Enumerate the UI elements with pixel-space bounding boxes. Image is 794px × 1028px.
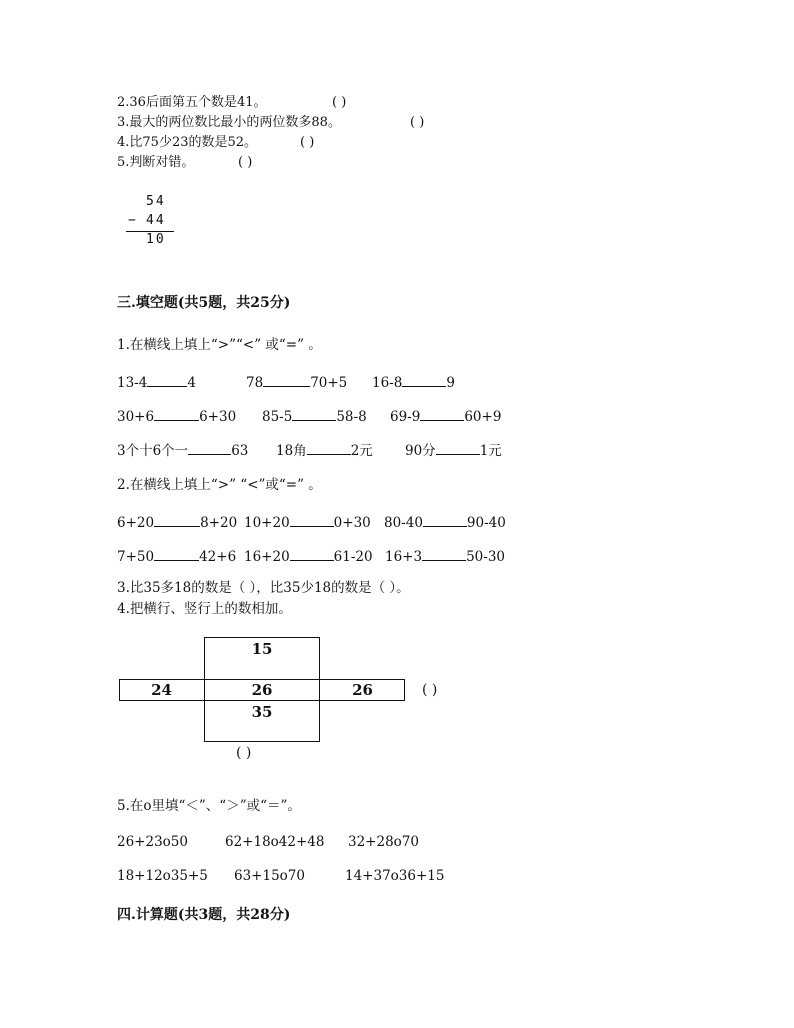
fill-q1-prompt: 1.在横线上填上“>”“<” 或“=” 。 <box>117 337 322 353</box>
compare-item: 80-40 90-40 <box>384 515 506 531</box>
answer-blank[interactable] <box>423 513 467 527</box>
vertical-op: − <box>128 213 138 228</box>
circle-compare-item[interactable]: 18+12o35+5 <box>117 868 208 884</box>
compare-item: 6+20 8+20 <box>117 515 238 531</box>
cross-left-number: 24 <box>151 681 172 699</box>
judge-q3: 3.最大的两位数比最小的两位数多88。 <box>117 115 341 130</box>
answer-blank[interactable] <box>154 407 199 421</box>
fill-q4-prompt: 4.把横行、竖行上的数相加。 <box>117 601 292 617</box>
answer-blank[interactable] <box>436 441 480 455</box>
answer-blank[interactable] <box>147 373 187 387</box>
compare-item: 78 70+5 <box>246 375 348 391</box>
row-sum-answer[interactable]: ( ) <box>422 682 438 698</box>
judge-q5: 5.判断对错。 <box>117 155 195 170</box>
judge-q2: 2.36后面第五个数是41。 <box>117 95 267 110</box>
answer-blank[interactable] <box>188 441 231 455</box>
cross-right-number: 26 <box>352 681 373 699</box>
fill-q5-prompt: 5.在o里填“＜”、“＞”或“＝”。 <box>117 798 301 814</box>
compare-item: 7+50 42+6 <box>117 549 237 565</box>
section4-title: 四.计算题(共3题，共28分) <box>117 907 291 923</box>
vertical-sub: 44 <box>146 213 166 228</box>
column-sum-answer[interactable]: ( ) <box>236 745 252 761</box>
answer-paren[interactable]: ( ) <box>300 135 315 150</box>
compare-item: 90分 1元 <box>405 443 502 459</box>
circle-compare-item[interactable]: 62+18o42+48 <box>225 834 325 850</box>
judge-q4: 4.比75少23的数是52。 <box>117 135 258 150</box>
cross-center-number: 26 <box>251 681 273 699</box>
answer-blank[interactable] <box>292 407 336 421</box>
compare-item: 16+3 50-30 <box>385 549 506 565</box>
circle-compare-item[interactable]: 63+15o70 <box>234 868 305 884</box>
answer-blank[interactable] <box>263 373 310 387</box>
compare-item: 16-8 9 <box>372 375 455 391</box>
answer-blank[interactable] <box>154 547 199 561</box>
fill-q3: 3.比35多18的数是（ ），比35少18的数是（ ）。 <box>117 580 410 596</box>
circle-compare-item[interactable]: 32+28o70 <box>348 834 419 850</box>
compare-item: 13-4 4 <box>117 375 196 391</box>
answer-paren[interactable]: ( ) <box>238 155 253 170</box>
vertical-result: 10 <box>146 232 166 247</box>
answer-paren[interactable]: ( ) <box>332 95 347 110</box>
compare-item: 3个十6个一 63 <box>117 443 249 459</box>
circle-compare-item[interactable]: 14+37o36+15 <box>345 868 445 884</box>
compare-item: 30+6 6+30 <box>117 409 237 425</box>
fill-q2-prompt: 2.在横线上填上“>” “<”或“=” 。 <box>117 477 322 493</box>
cross-top-number: 15 <box>251 640 273 658</box>
compare-item: 18角 2元 <box>276 443 373 459</box>
answer-paren[interactable]: ( ) <box>410 115 425 130</box>
answer-blank[interactable] <box>290 513 334 527</box>
answer-blank[interactable] <box>422 547 466 561</box>
circle-compare-item[interactable]: 26+23o50 <box>117 834 188 850</box>
answer-blank[interactable] <box>402 373 446 387</box>
compare-item: 69-9 60+9 <box>390 409 502 425</box>
answer-blank[interactable] <box>154 513 200 527</box>
section3-title: 三.填空题(共5题，共25分) <box>117 295 291 311</box>
compare-item: 85-5 58-8 <box>262 409 367 425</box>
answer-blank[interactable] <box>307 441 351 455</box>
answer-blank[interactable] <box>290 547 334 561</box>
vertical-top: 54 <box>146 194 166 209</box>
cross-bottom-number: 35 <box>251 703 273 721</box>
compare-item: 16+20 61-20 <box>244 549 373 565</box>
compare-item: 10+20 0+30 <box>244 515 371 531</box>
answer-blank[interactable] <box>420 407 464 421</box>
